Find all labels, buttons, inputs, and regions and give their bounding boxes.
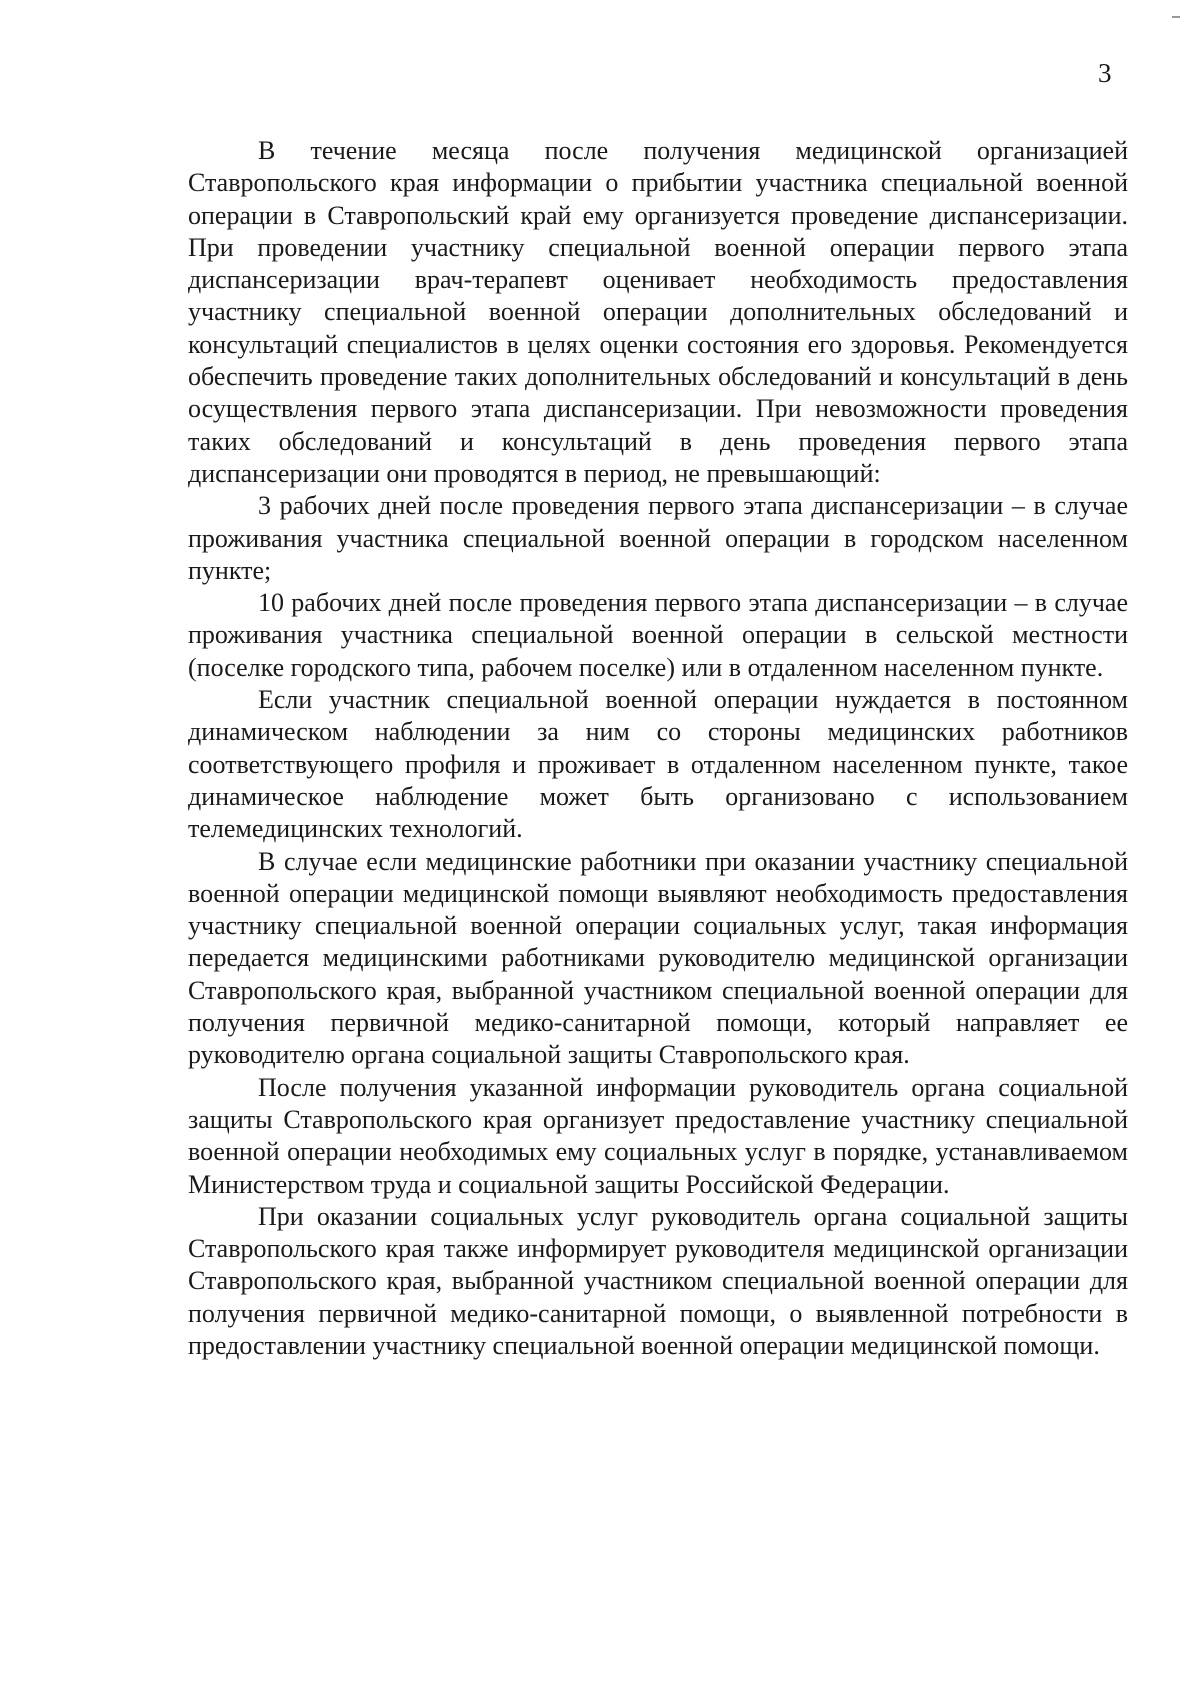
page-number: 3 [1098,58,1112,88]
paragraph: 3 рабочих дней после проведения первого этапа диспансеризации – в случае проживания участника специальной военной операции в городском населенном пункте; [188,491,1128,585]
paragraph: В течение месяца после получения медицинской организацией Ставропольского края информации о прибытии участника специальной военной операции в Ставропольский край ему организуется проведение диспансеризации. При проведении участнику специальной военной операции первого этапа диспансеризации врач-терапевт оценивает необходимость предоставления участнику специальной военной операции дополнительных обследований и консультаций специалистов в целях оценки состояния его здоровья. Рекомендуется обеспечить проведение таких дополнительных обследований и консультаций в день осуществления первого этапа диспансеризации. При невозможности проведения таких обследований и консультаций в день проведения первого этапа диспансеризации они проводятся в период, не превышающий: [188,136,1128,488]
paragraph: 10 рабочих дней после проведения первого этапа диспансеризации – в случае проживания участника специальной военной операции в сельской местности (поселке городского типа, рабочем поселке) или в отдаленном населенном пункте. [188,588,1128,682]
paragraph: В случае если медицинские работники при оказании участнику специальной военной операции медицинской помощи выявляют необходимость предоставления участнику специальной военной операции социальных услуг, такая информация передается медицинскими работниками руководителю медицинской организации Ставропольского края, выбранной участником специальной военной операции для получения первичной медико-санитарной помощи, который направляет ее руководителю органа социальной защиты Ставропольского края. [188,846,1128,1070]
scan-mark [1172,16,1180,18]
paragraph: При оказании социальных услуг руководитель органа социальной защиты Ставропольского края также информирует руководителя медицинской организации Ставропольского края, выбранной участником специальной военной операции для получения первичной медико-санитарной помощи, о выявленной потребности в предоставлении участнику специальной военной операции медицинской помощи. [188,1201,1128,1360]
paragraph: Если участник специальной военной операции нуждается в постоянном динамическом наблюдении за ним со стороны медицинских работников соответствующего профиля и проживает в отдаленном населенном пункте, такое динамическое наблюдение может быть организовано с использованием телемедицинских технологий. [188,685,1128,844]
paragraph: После получения указанной информации руководитель органа социальной защиты Ставропольского края организует предоставление участнику специальной военной операции необходимых ему социальных услуг в порядке, устанавливаемом Министерством труда и социальной защиты Российской Федерации. [188,1072,1128,1199]
document-body [188,135,1128,1362]
